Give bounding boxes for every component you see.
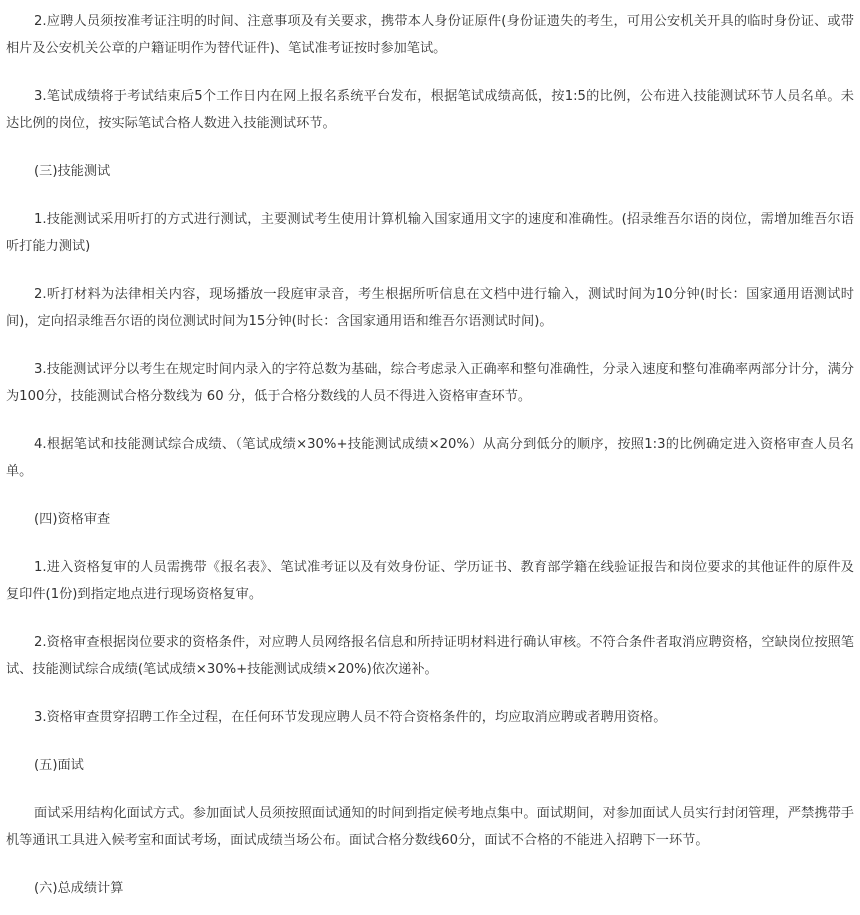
paragraph-gap [6,137,854,158]
paragraph-interview-rules: 面试采用结构化面试方式。参加面试人员须按照面试通知的时间到指定候考地点集中。面试期间，对参加面试人员实行封闭管理，严禁携带手机等通讯工具进入候考室和面试考场，面试成绩当场公布。面试合格分数线60分，面试不合格的不能进入招聘下一环节。 [6,806,854,848]
paragraph-gap [6,854,854,875]
paragraph-gap [6,185,854,206]
paragraph-skill-test-method: 1.技能测试采用听打的方式进行测试，主要测试考生使用计算机输入国家通用文字的速度和准确性。(招录维吾尔语的岗位，需增加维吾尔语听打能力测试) [6,212,854,254]
paragraph-gap [6,779,854,800]
paragraph-gap [6,731,854,752]
paragraph-written-exam-results: 3.笔试成绩将于考试结束后5个工作日内在网上报名系统平台发布，根据笔试成绩高低，按1:5的比例，公布进入技能测试环节人员名单。未达比例的岗位，按实际笔试合格人数进入技能测试环节。 [6,89,854,131]
paragraph-gap [6,485,854,506]
section-heading-interview: (五)面试 [34,758,84,773]
paragraph-review-throughout: 3.资格审查贯穿招聘工作全过程，在任何环节发现应聘人员不符合资格条件的，均应取消应聘或者聘用资格。 [34,710,667,725]
section-heading-total-score: (六)总成绩计算 [34,881,124,896]
section-heading-qualification-review: (四)资格审查 [34,512,111,527]
paragraph-skill-test-material: 2.听打材料为法律相关内容，现场播放一段庭审录音，考生根据所听信息在文档中进行输入，测试时间为10分钟(时长：国家通用语测试时间)，定向招录维吾尔语的岗位测试时间为15分钟(时长：含国家通用语和维吾尔语测试时间)。 [6,287,854,329]
paragraph-gap [6,608,854,629]
paragraph-combined-score: 4.根据笔试和技能测试综合成绩、（笔试成绩×30%+技能测试成绩×20%）从高分到低分的顺序，按照1:3的比例确定进入资格审查人员名单。 [6,437,854,479]
paragraph-gap [6,533,854,554]
paragraph-gap [6,260,854,281]
paragraph-gap [6,683,854,704]
paragraph-gap [6,335,854,356]
paragraph-review-verification: 2.资格审查根据岗位要求的资格条件，对应聘人员网络报名信息和所持证明材料进行确认审核。不符合条件者取消应聘资格，空缺岗位按照笔试、技能测试综合成绩(笔试成绩×30%+技能测试成绩×20%)依次递补。 [6,635,854,677]
paragraph-review-documents: 1.进入资格复审的人员需携带《报名表》、笔试准考证以及有效身份证、学历证书、教育部学籍在线验证报告和岗位要求的其他证件的原件及复印件(1份)到指定地点进行现场资格复审。 [6,560,854,602]
paragraph-written-exam-id: 2.应聘人员须按准考证注明的时间、注意事项及有关要求，携带本人身份证原件(身份证遗失的考生，可用公安机关开具的临时身份证、或带相片及公安机关公章的户籍证明作为替代证件)、笔试准考证按时参加笔试。 [6,14,854,56]
paragraph-skill-test-scoring: 3.技能测试评分以考生在规定时间内录入的字符总数为基础，综合考虑录入正确率和整句准确性，分录入速度和整句准确率两部分计分，满分为100分，技能测试合格分数线为 60 分，低于合格分数线的人员不得进入资格审查环节。 [6,362,854,404]
section-heading-skill-test: (三)技能测试 [34,164,111,179]
paragraph-gap [6,410,854,431]
paragraph-gap [6,62,854,83]
